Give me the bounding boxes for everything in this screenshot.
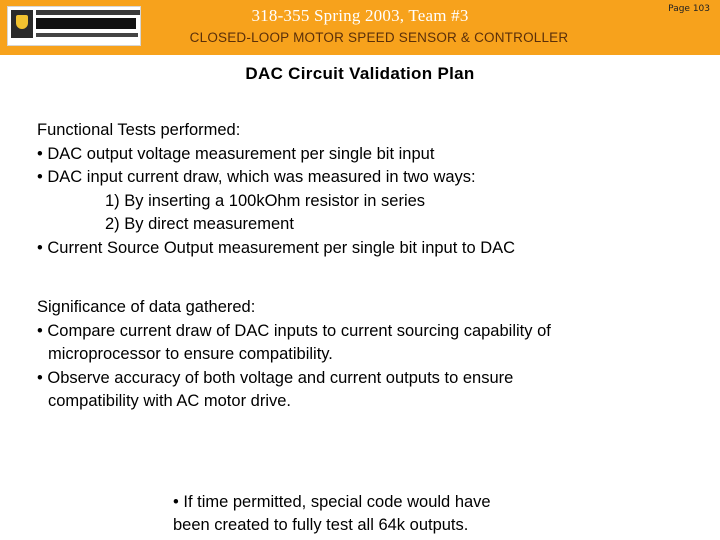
header-band [0, 0, 720, 55]
functional-tests-heading: Functional Tests performed: [37, 121, 241, 139]
bullet-observe-accuracy-cont: compatibility with AC motor drive. [48, 392, 291, 411]
subitem-direct-measurement: 2) By direct measurement [105, 215, 294, 234]
significance-section [37, 296, 551, 414]
bullet-compare-current-draw: • Compare current draw of DAC inputs to current sourcing capability of [37, 321, 551, 340]
bullet-dac-input-current: • DAC input current draw, which was measured in two ways: [37, 168, 476, 187]
significance-heading: Significance of data gathered: [37, 298, 256, 316]
header-title: 318-355 Spring 2003, Team #3 [251, 6, 469, 25]
bullet-compare-current-draw-cont: microprocessor to ensure compatibility. [48, 345, 333, 364]
page-number: Page 103 [668, 4, 710, 14]
header-subtitle: CLOSED-LOOP MOTOR SPEED SENSOR & CONTROLLER [189, 30, 569, 45]
bullet-current-source-output: • Current Source Output measurement per single bit input to DAC [37, 238, 516, 257]
bullet-dac-output-voltage: • DAC output voltage measurement per single bit input [37, 144, 435, 163]
subitem-resistor-series: 1) By inserting a 100kOhm resistor in series [105, 191, 426, 210]
bullet-observe-accuracy: • Observe accuracy of both voltage and current outputs to ensure [37, 368, 514, 387]
functional-tests-section [37, 119, 515, 261]
time-permitted-note [173, 491, 491, 536]
slide-title: DAC Circuit Validation Plan [245, 64, 475, 83]
note-line-2: been created to fully test all 64k outputs. [173, 515, 469, 534]
note-line-1: • If time permitted, special code would have [173, 493, 491, 511]
